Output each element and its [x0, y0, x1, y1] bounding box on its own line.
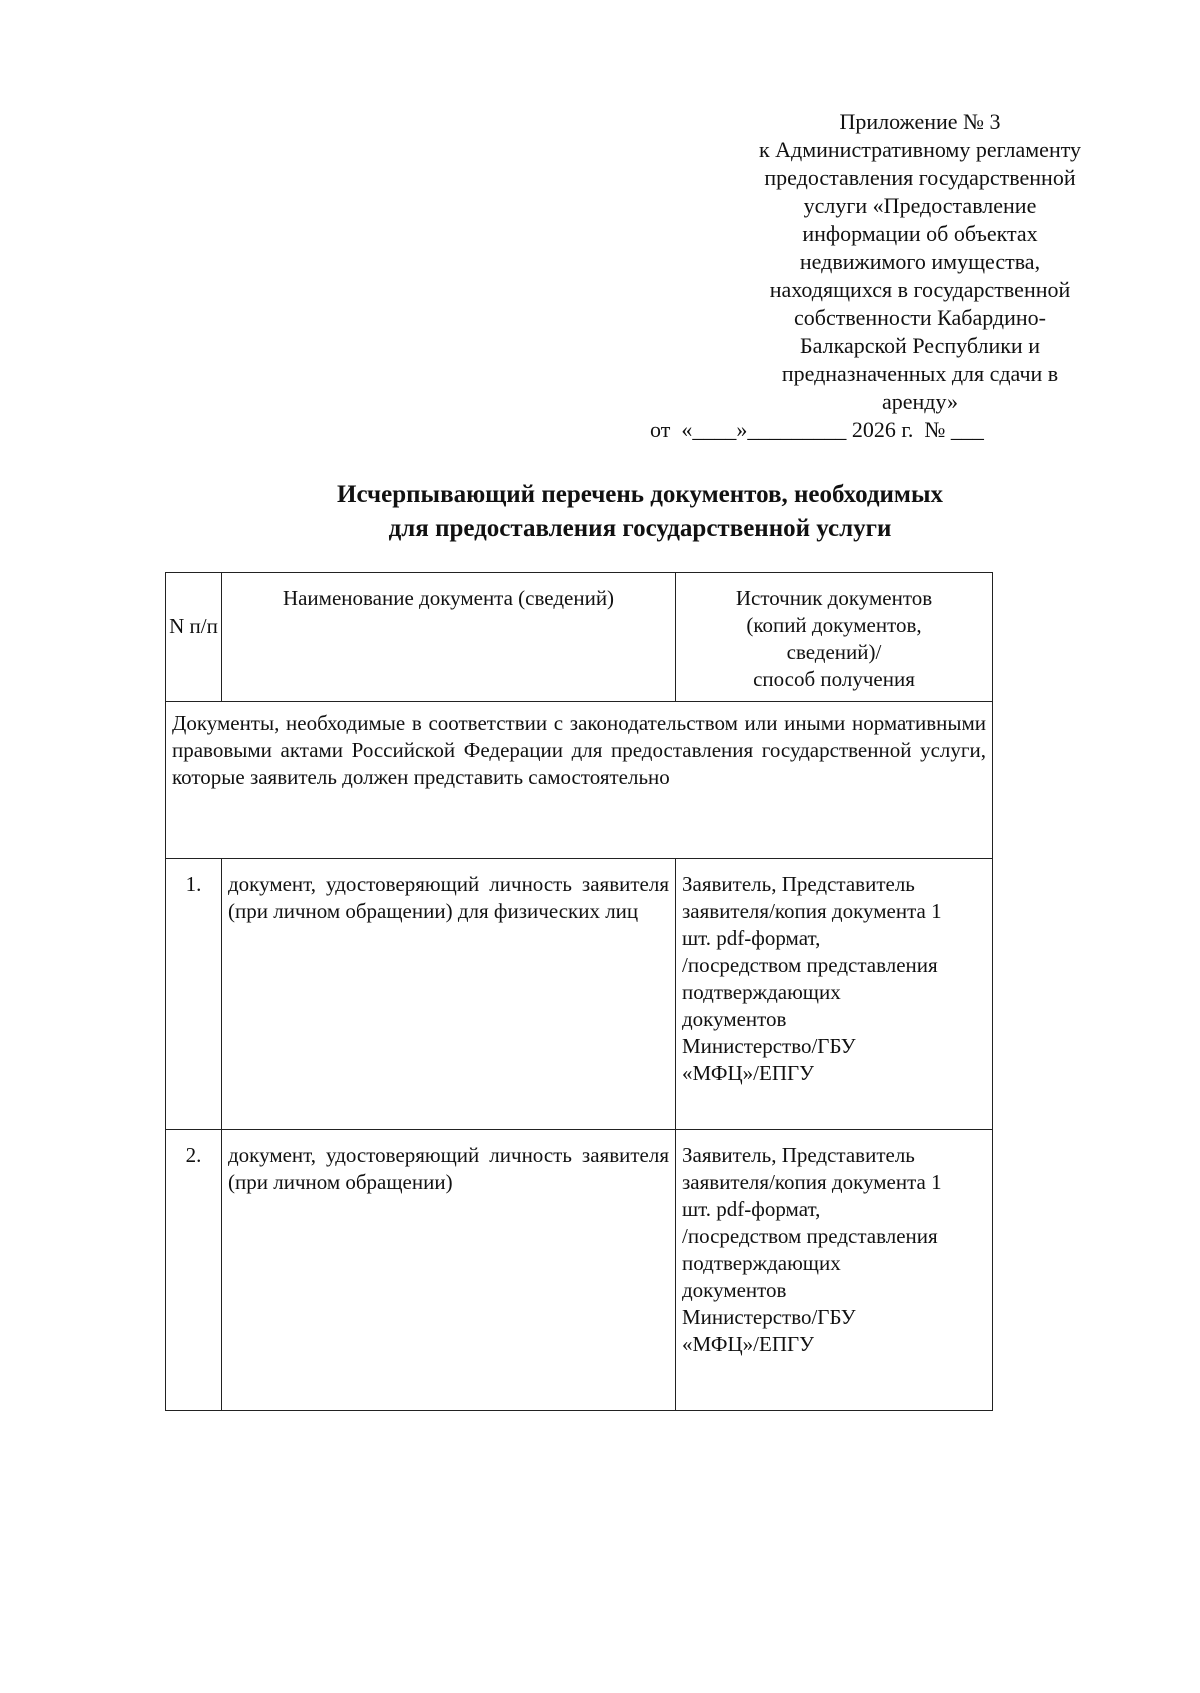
- row-document-name: документ, удостоверяющий личность заявителя (при личном обращении) для физических лиц: [222, 859, 676, 1130]
- section-row: [166, 702, 993, 859]
- appendix-line: информации об объектах: [802, 221, 1038, 246]
- table-row: [166, 1130, 993, 1411]
- header-source-line: способ получения: [753, 667, 915, 691]
- appendix-line: к Административному регламенту: [758, 137, 1082, 162]
- document-title: [160, 478, 1120, 546]
- appendix-line: собственности Кабардино-: [794, 305, 1046, 330]
- row-source-line: «МФЦ»/ЕПГУ: [682, 1332, 814, 1356]
- row-source-line: Министерство/ГБУ: [682, 1034, 856, 1058]
- appendix-line: предоставления государственной: [764, 165, 1076, 190]
- row-source-line: документов: [682, 1007, 787, 1031]
- header-number: N п/п: [166, 573, 222, 702]
- row-number: 2.: [166, 1130, 222, 1411]
- row-source-line: /посредством представления: [682, 1224, 938, 1248]
- row-source-line: шт. pdf-формат,: [682, 926, 821, 950]
- row-source-line: заявителя/копия документа 1: [682, 1170, 942, 1194]
- row-document-name: документ, удостоверяющий личность заявителя (при личном обращении): [222, 1130, 676, 1411]
- appendix-block: [650, 108, 1150, 444]
- appendix-line: услуги «Предоставление: [803, 193, 1037, 218]
- table-header-row: [166, 573, 993, 702]
- row-source-line: «МФЦ»/ЕПГУ: [682, 1061, 814, 1085]
- title-line-2: для предоставления государственной услуги: [388, 515, 892, 542]
- row-source-line: подтверждающих: [682, 980, 841, 1004]
- row-source: [676, 1130, 993, 1411]
- row-source: [676, 859, 993, 1130]
- header-document-name: Наименование документа (сведений): [222, 573, 676, 702]
- header-source: [676, 573, 993, 702]
- row-source-line: документов: [682, 1278, 787, 1302]
- table-row: [166, 859, 993, 1130]
- header-source-line: (копий документов,: [746, 613, 922, 637]
- row-number: 1.: [166, 859, 222, 1130]
- header-source-line: сведений)/: [786, 640, 882, 664]
- row-source-line: Министерство/ГБУ: [682, 1305, 856, 1329]
- appendix-line: находящихся в государственной: [769, 277, 1071, 302]
- header-source-line: Источник документов: [735, 586, 933, 610]
- section-description: Документы, необходимые в соответствии с законодательством или иными нормативными правовыми актами Российской Федерации для предоставления государственной услуги, которые заявитель должен представить самостоятельно: [166, 702, 993, 859]
- row-source-line: Заявитель, Представитель: [682, 872, 915, 896]
- row-source-line: /посредством представления: [682, 953, 938, 977]
- row-source-line: подтверждающих: [682, 1251, 841, 1275]
- appendix-line: аренду»: [881, 389, 959, 414]
- appendix-line: Балкарской Республики и: [800, 333, 1040, 358]
- appendix-date-line: от «____»_________ 2026 г. № ___: [650, 417, 984, 442]
- row-source-line: шт. pdf-формат,: [682, 1197, 821, 1221]
- documents-table: [165, 572, 993, 1411]
- appendix-line: предназначенных для сдачи в: [781, 361, 1059, 386]
- appendix-line: недвижимого имущества,: [799, 249, 1041, 274]
- appendix-line: Приложение № 3: [839, 109, 1001, 134]
- title-line-1: Исчерпывающий перечень документов, необходимых: [337, 481, 943, 508]
- row-source-line: заявителя/копия документа 1: [682, 899, 942, 923]
- row-source-line: Заявитель, Представитель: [682, 1143, 915, 1167]
